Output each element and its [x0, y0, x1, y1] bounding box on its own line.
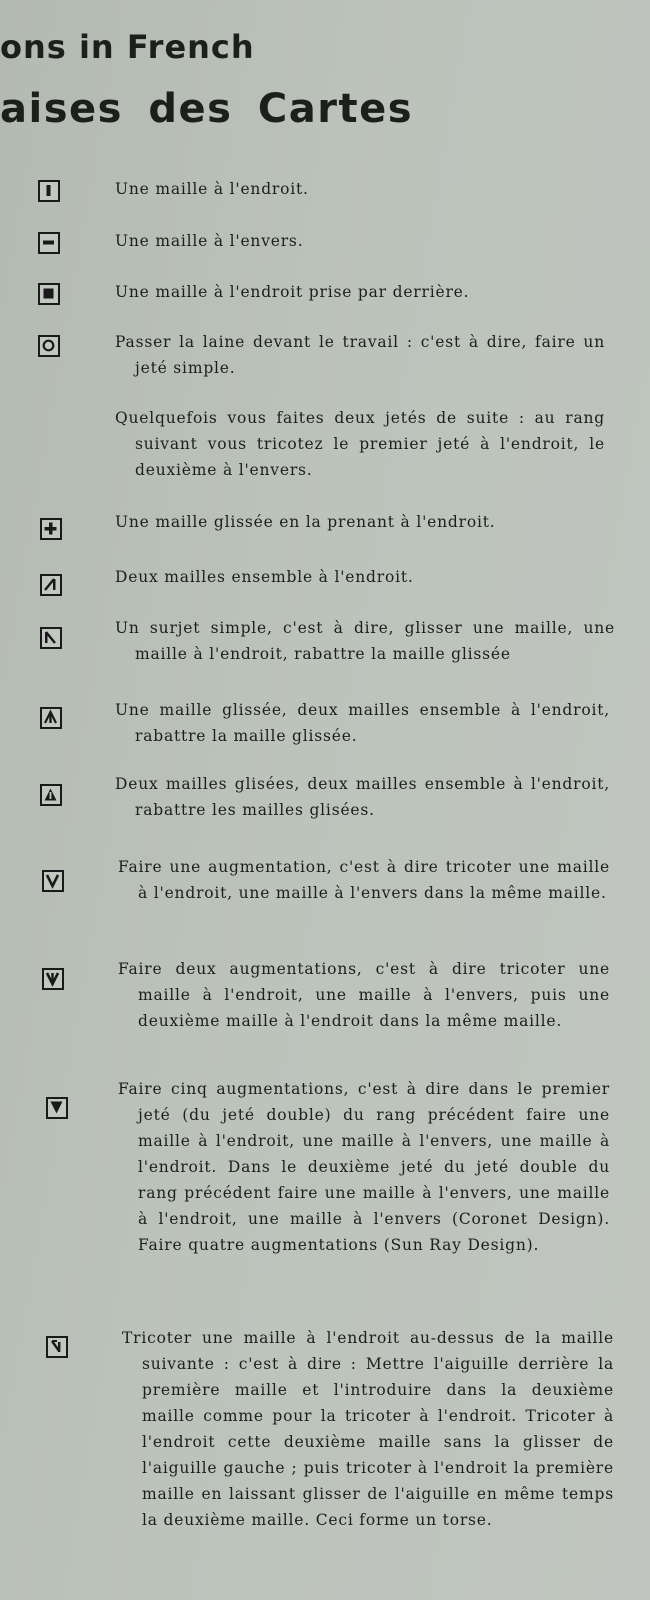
- double-slip-decrease-icon: [40, 784, 62, 806]
- legend-text: Une maille glissée en la prenant à l'endroit.: [115, 513, 496, 531]
- legend-text: Un surjet simple, c'est à dire, glisser une maille, une maille à l'endroit, rabattre la maille glissée: [115, 619, 615, 663]
- yarn-over-icon: [38, 335, 60, 357]
- knit-stitch-icon: [38, 180, 60, 202]
- legend-text: Une maille à l'endroit prise par derrière.: [115, 283, 470, 301]
- legend-text: Deux mailles glisées, deux mailles ensemble à l'endroit, rabattre les mailles glisées.: [115, 775, 610, 819]
- twisted-stitch-icon: [46, 1336, 68, 1358]
- legend-text: Passer la laine devant le travail : c'est à dire, faire un jeté simple.: [115, 333, 605, 377]
- legend-text: Une maille à l'endroit.: [115, 180, 309, 198]
- double-decrease-icon: [40, 707, 62, 729]
- page-heading-line2: aises des Cartes: [0, 86, 414, 132]
- legend-text: Faire deux augmentations, c'est à dire tricoter une maille à l'endroit, une maille à l'envers, puis une deuxième maille à l'endroit dans la même maille.: [118, 960, 610, 1030]
- slip-knit-pass-over-icon: [40, 627, 62, 649]
- slip-stitch-icon: [40, 518, 62, 540]
- increase-icon: [42, 870, 64, 892]
- page-heading-line1: ons in French: [0, 28, 255, 66]
- five-increase-icon: [46, 1097, 68, 1119]
- purl-stitch-icon: [38, 232, 60, 254]
- legend-text: Deux mailles ensemble à l'endroit.: [115, 568, 414, 586]
- legend-text: Faire cinq augmentations, c'est à dire dans le premier jeté (du jeté double) du rang précédent faire une maille à l'endroit, une maille à l'envers, une maille à l'endroit. Dans le deuxième jeté du jeté double du rang précédent faire une maille à l'envers, une maille à l'endroit, une maille à l'envers (Coronet Design). Faire quatre augmentations (Sun Ray Design).: [118, 1080, 610, 1254]
- knit-through-back-loop-icon: [38, 283, 60, 305]
- legend-text: Tricoter une maille à l'endroit au-dessus de la maille suivante : c'est à dire : Mettre l'aiguille derrière la première maille et l'introduire dans la deuxième maille comme pour la tricoter à l'endroit. Tricoter à l'endroit cette deuxième maille sans la glisser de l'aiguille gauche ; puis tricoter à l'endroit la première maille en laissant glisser de l'aiguille en même temps la deuxième maille. Ceci forme un torse.: [122, 1329, 614, 1529]
- legend-text: Une maille glissée, deux mailles ensemble à l'endroit, rabattre la maille glissée.: [115, 701, 610, 745]
- knit-two-together-icon: [40, 574, 62, 596]
- legend-text: Faire une augmentation, c'est à dire tricoter une maille à l'endroit, une maille à l'envers dans la même maille.: [118, 858, 610, 902]
- legend-text: Quelquefois vous faites deux jetés de suite : au rang suivant vous tricotez le premier jeté à l'endroit, le deuxième à l'envers.: [115, 409, 605, 479]
- double-increase-icon: [42, 968, 64, 990]
- legend-text: Une maille à l'envers.: [115, 232, 304, 250]
